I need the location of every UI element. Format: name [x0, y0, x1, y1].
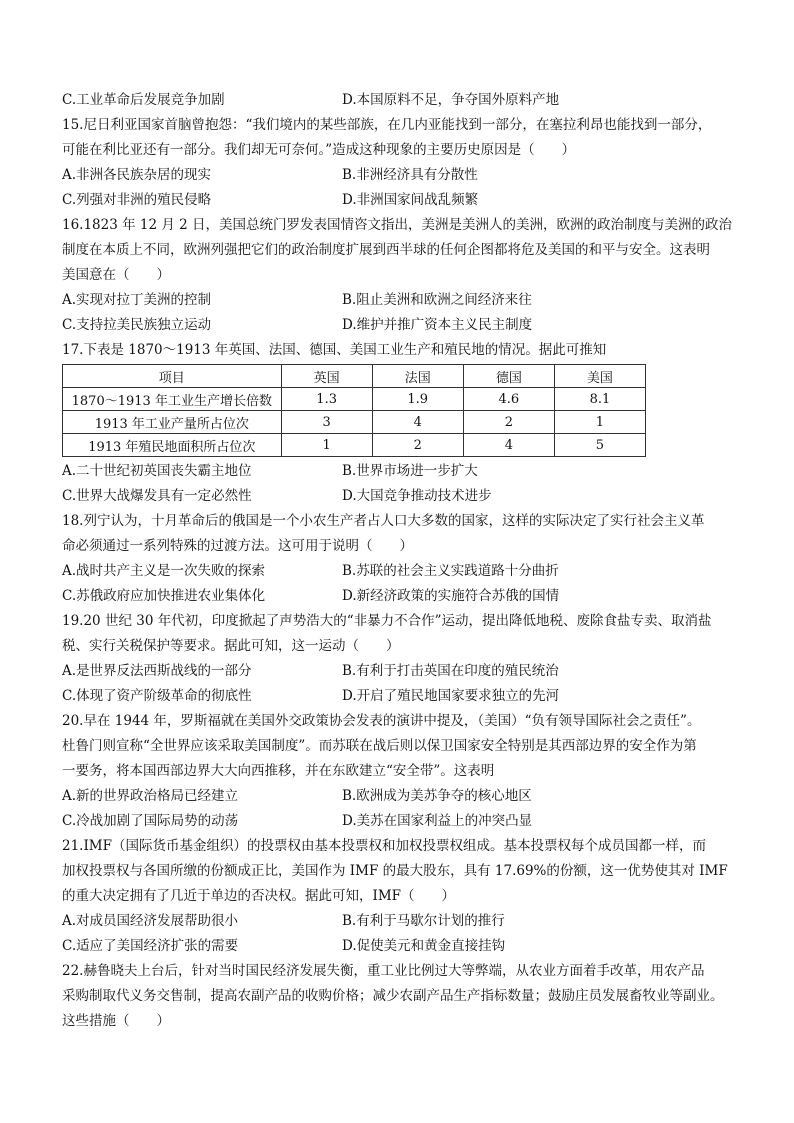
table-cell: 2: [463, 411, 554, 434]
q18-option-b: B.苏联的社会主义实践道路十分曲折: [342, 563, 559, 579]
question-list: [62, 88, 742, 1034]
q15-option-a: A.非洲各民族杂居的现实: [62, 167, 212, 183]
q14-options-row-2: [62, 88, 742, 113]
q21-option-b: B.有利于马歇尔计划的推行: [342, 913, 505, 929]
table-cell: 4: [463, 434, 554, 457]
q20-option-c: C.冷战加剧了国际局势的动荡: [62, 813, 239, 829]
table-cell: 1913 年工业产量所占位次: [63, 411, 282, 434]
q19-options-row-2: [62, 684, 742, 709]
table-header-cell: 项目: [63, 365, 282, 388]
q22-stem-line-2: 采购制取代义务交售制，提高农副产品的收购价格；减少农副产品生产指标数量；鼓励庄员发展畜牧业等副业。: [62, 988, 724, 1004]
table-header-cell: 法国: [372, 365, 463, 388]
q22-stem-line-1: 22.赫鲁晓夫上台后，针对当时国民经济发展失衡，重工业比例过大等弊端，从农业方面着手改革，用农产品: [62, 963, 705, 979]
q21-stem-line-2: 加权投票权与各国所缴的份额成正比，美国作为 IMF 的最大股东，具有 17.69%的份额，这一优势使其对 IMF: [62, 863, 728, 879]
q19-option-c: C.体现了资产阶级革命的彻底性: [62, 688, 252, 704]
q19-option-a: A.是世界反法西斯战线的一部分: [62, 663, 252, 679]
q17-options-row-2: [62, 484, 742, 509]
q18-option-a: A.战时共产主义是一次失败的探索: [62, 563, 266, 579]
q15-stem-line-2: 可能在利比亚还有一部分。我们却无可奈何。”造成这种现象的主要历史原因是（ ）: [62, 142, 576, 158]
q17-option-a: A.二十世纪初英国丧失霸主地位: [62, 463, 252, 479]
table-row: [63, 411, 646, 434]
q18-options-row-1: [62, 559, 742, 584]
table-cell: 1.9: [372, 388, 463, 411]
table-header-cell: 英国: [281, 365, 372, 388]
q15-option-b: B.非洲经济具有分散性: [342, 167, 478, 183]
q21-stem-line-3: 的重大决定拥有了几近于单边的否决权。据此可知，IMF（ ）: [62, 888, 456, 904]
q21-option-a: A.对成员国经济发展帮助很小: [62, 913, 239, 929]
q16-stem-line-2: 制度在本质上不同，欧洲列强把它们的政治制度扩展到西半球的任何企图都将危及美国的和平与安全。这表明: [62, 242, 710, 258]
q16-options-row-2: [62, 313, 742, 338]
table-cell: 3: [281, 411, 372, 434]
table-header-row: [63, 365, 646, 388]
q20-stem-line-1: 20.早在 1944 年，罗斯福就在美国外交政策协会发表的演讲中提及，（美国）“负有领导国际社会之责任”。: [62, 713, 701, 729]
q19-stem-line-2: 税、实行关税保护等要求。据此可知，这一运动（ ）: [62, 638, 400, 654]
table-cell: 1913 年殖民地面积所占位次: [63, 434, 282, 457]
table-row: [63, 388, 646, 411]
q17-stem-line-1: 17.下表是 1870～1913 年英国、法国、德国、美国工业生产和殖民地的情况。据此可推知: [62, 342, 607, 358]
q18-stem-line-1: 18.列宁认为，十月革命后的俄国是一个小农生产者占人口大多数的国家，这样的实际决定了实行社会主义革: [62, 513, 705, 529]
q18-options-row-2: [62, 584, 742, 609]
q20-stem-line-3: 一要务，将本国西部边界大大向西推移，并在东欧建立“安全带”。这表明: [62, 763, 495, 779]
q14-option-d: D.本国原料不足，争夺国外原料产地: [342, 92, 560, 108]
q14-option-c: C.工业革命后发展竞争加剧: [62, 92, 225, 108]
q21-option-d: D.促使美元和黄金直接挂钩: [342, 938, 506, 954]
q21-option-c: C.适应了美国经济扩张的需要: [62, 938, 239, 954]
q20-option-b: B.欧洲成为美苏争夺的核心地区: [342, 788, 532, 804]
q19-options-row-1: [62, 659, 742, 684]
q20-options-row-2: [62, 809, 742, 834]
q21-stem-line-1: 21.IMF（国际货币基金组织）的投票权由基本投票权和加权投票权组成。基本投票权每个成员国都一样，而: [62, 838, 706, 854]
table-header-cell: 美国: [554, 365, 645, 388]
q19-stem-line-1: 19.20 世纪 30 年代初，印度掀起了声势浩大的“非暴力不合作”运动，提出降低地税、废除食盐专卖、取消盐: [62, 613, 712, 629]
table-cell: 1: [281, 434, 372, 457]
q21-options-row-1: [62, 909, 742, 934]
q16-option-c: C.支持拉美民族独立运动: [62, 317, 212, 333]
table-cell: 8.1: [554, 388, 645, 411]
q19-option-d: D.开启了殖民地国家要求独立的先河: [342, 688, 560, 704]
q18-option-d: D.新经济政策的实施符合苏俄的国情: [342, 588, 560, 604]
q22-stem-line-3: 这些措施（ ）: [62, 1013, 170, 1029]
table-cell: 1.3: [281, 388, 372, 411]
table-cell: 4: [372, 411, 463, 434]
q17-option-b: B.世界市场进一步扩大: [342, 463, 478, 479]
q17-data-table: [62, 364, 646, 457]
q20-stem-line-2: 杜鲁门则宣称“全世界应该采取美国制度”。而苏联在战后则以保卫国家安全特别是其西部边界的安全作为第: [62, 738, 697, 754]
q18-stem-line-2: 命必须通过一系列特殊的过渡方法。这可用于说明（ ）: [62, 538, 413, 554]
table-header-cell: 德国: [463, 365, 554, 388]
table-row: [63, 434, 646, 457]
table-cell: 5: [554, 434, 645, 457]
q17-option-c: C.世界大战爆发具有一定必然性: [62, 488, 252, 504]
q15-option-c: C.列强对非洲的殖民侵略: [62, 192, 212, 208]
q18-option-c: C.苏俄政府应加快推进农业集体化: [62, 588, 266, 604]
q16-stem-line-3: 美国意在（ ）: [62, 267, 170, 283]
q17-option-d: D.大国竞争推动技术进步: [342, 488, 492, 504]
q20-option-a: A.新的世界政治格局已经建立: [62, 788, 239, 804]
q19-option-b: B.有利于打击英国在印度的殖民统治: [342, 663, 559, 679]
q17-options-row-1: [62, 459, 742, 484]
q15-options-row-1: [62, 163, 742, 188]
q15-option-d: D.非洲国家间战乱频繁: [342, 192, 479, 208]
table-cell: 2: [372, 434, 463, 457]
table-cell: 1: [554, 411, 645, 434]
q16-option-a: A.实现对拉丁美洲的控制: [62, 292, 212, 308]
q16-option-b: B.阻止美洲和欧洲之间经济来往: [342, 292, 532, 308]
q15-options-row-2: [62, 188, 742, 213]
q20-options-row-1: [62, 784, 742, 809]
q16-options-row-1: [62, 288, 742, 313]
q20-option-d: D.美苏在国家利益上的冲突凸显: [342, 813, 533, 829]
q16-option-d: D.维护并推广资本主义民主制度: [342, 317, 533, 333]
q21-options-row-2: [62, 934, 742, 959]
table-cell: 1870～1913 年工业生产增长倍数: [63, 388, 282, 411]
table-cell: 4.6: [463, 388, 554, 411]
q15-stem-line-1: 15.尼日利亚国家首脑曾抱怨：“我们境内的某些部族，在几内亚能找到一部分，在塞拉利昂也能找到一部分，: [62, 117, 712, 133]
q16-stem-line-1: 16.1823 年 12 月 2 日，美国总统门罗发表国情咨文指出，美洲是美洲人的美洲，欧洲的政治制度与美洲的政治: [62, 217, 733, 233]
